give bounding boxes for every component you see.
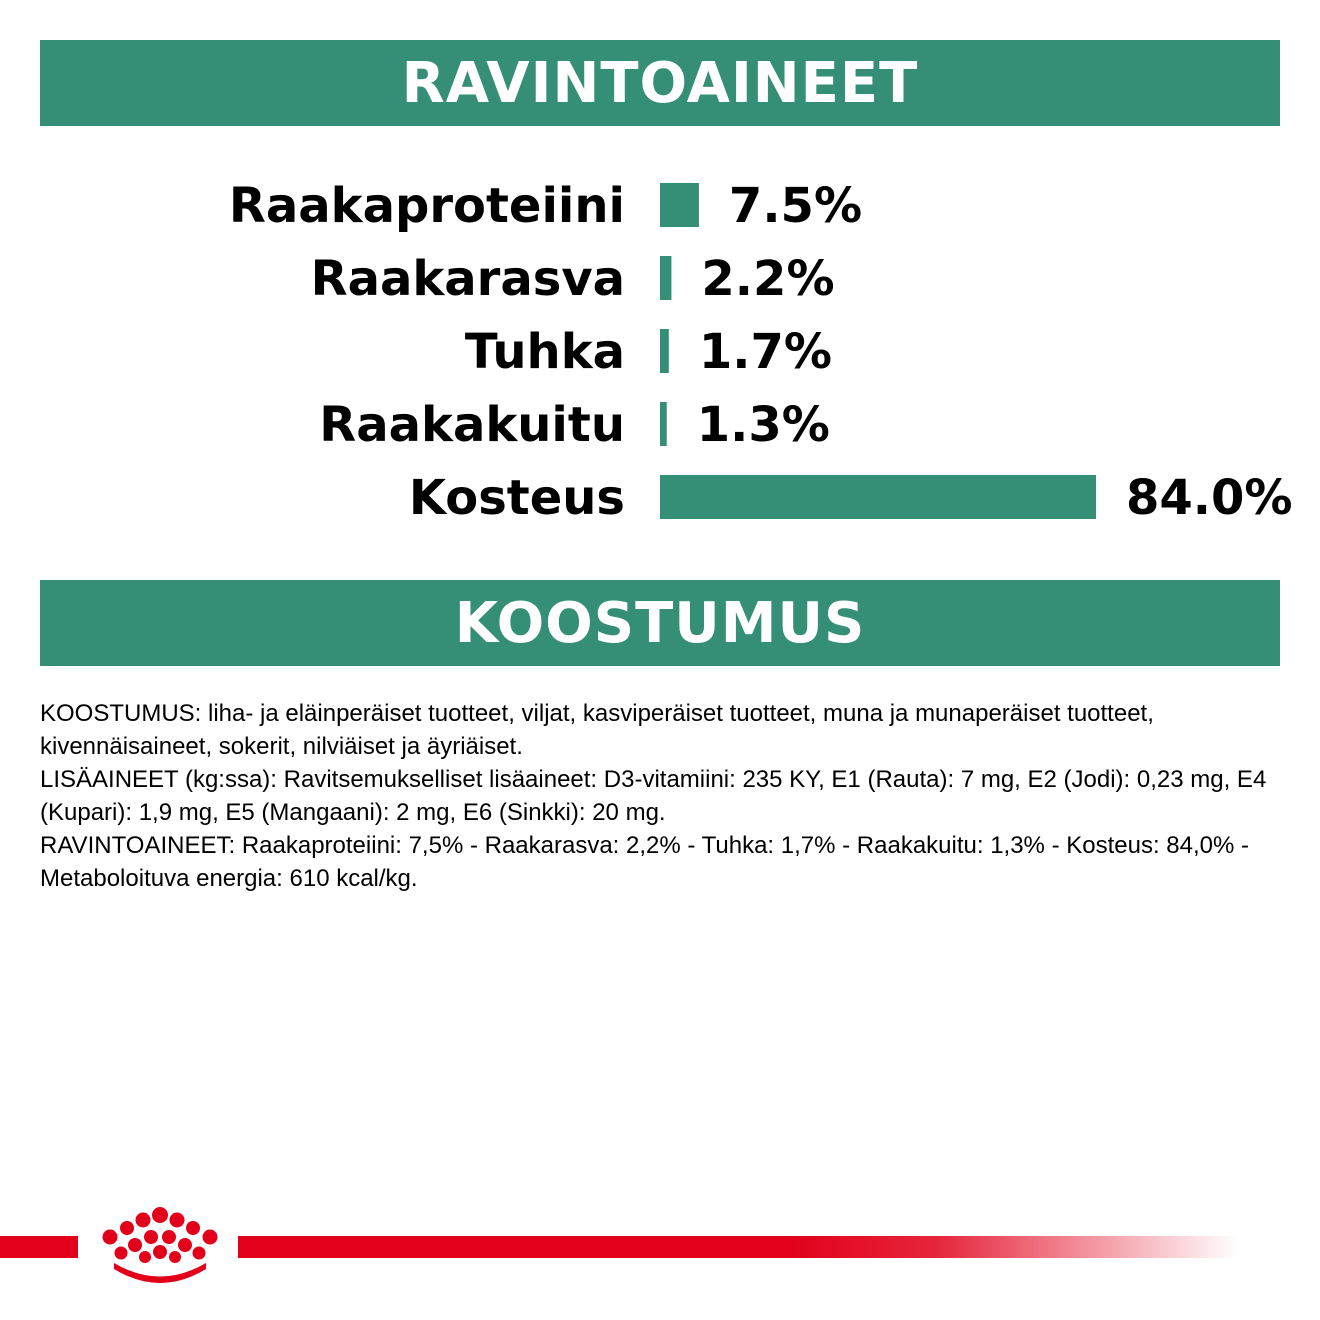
composition-header (40, 580, 1280, 666)
nutrient-bar-chart (0, 160, 1320, 540)
footer-stripe-left (0, 1236, 78, 1258)
nutrients-paragraph: RAVINTOAINEET: Raakaproteiini: 7,5% - Raakarasva: 2,2% - Tuhka: 1,7% - Raakakuitu: 1,3% - Kosteus: 84,0% - Metaboloituva energia: 610 kcal/kg. (40, 832, 1249, 892)
bar-value-label: 7.5% (728, 178, 863, 234)
bar (660, 256, 671, 300)
footer-stripe-right (238, 1236, 1238, 1258)
composition-text-block (40, 697, 1290, 895)
bar (660, 183, 699, 227)
bar-label: Raakarasva (310, 251, 625, 307)
bar (660, 329, 669, 373)
bar (660, 475, 1096, 519)
additives-paragraph: LISÄAINEET (kg:ssa): Ravitsemukselliset lisäaineet: D3-vitamiini: 235 KY, E1 (Rauta): 7 mg, E2 (Jodi): 0,23 mg, E4 (Kupari): 1,9 mg, E5 (Mangaani): 2 mg, E6 (Sinkki): 20 mg. (40, 766, 1267, 826)
bar-value-label: 2.2% (701, 251, 835, 307)
nutrients-header (40, 40, 1280, 126)
bar-value-label: 84.0% (1126, 470, 1293, 526)
bar-value-label: 1.7% (698, 324, 832, 380)
crown-icon (90, 1205, 230, 1285)
bar-label: Raakaproteiini (228, 178, 625, 234)
bar-label: Tuhka (464, 324, 625, 380)
bar-value-label: 1.3% (696, 397, 830, 453)
composition-header-title: KOOSTUMUS (454, 590, 866, 656)
bar-label: Raakakuitu (319, 397, 625, 453)
nutrients-header-title: RAVINTOAINEET (401, 50, 919, 116)
ingredients-paragraph: KOOSTUMUS: liha- ja eläinperäiset tuotteet, viljat, kasviperäiset tuotteet, muna ja munaperäiset tuotteet, kivennäisaineet, sokerit, nilviäiset ja äyriäiset. (40, 700, 1154, 760)
bar-label: Kosteus (408, 470, 625, 526)
bar (660, 402, 667, 446)
